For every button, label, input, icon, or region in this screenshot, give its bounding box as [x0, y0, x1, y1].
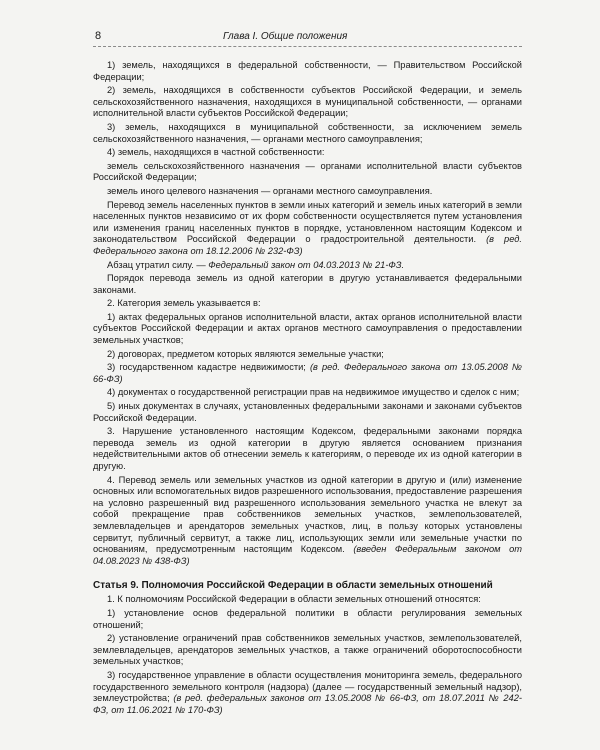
paragraph-text: земель иного целевого назначения — органами местного самоуправления. — [107, 185, 433, 196]
amendment-note: (в ред. Федерального закона от 13.05.2008 № 66-ФЗ) — [93, 362, 522, 384]
paragraph — [93, 273, 522, 296]
paragraph-text: 1) установление основ федеральной политики в области регулирования земельных отношений; — [93, 607, 522, 630]
paragraph-text: 4) документах о государственной регистрации прав на недвижимое имущество и сделок с ним; — [107, 387, 520, 398]
paragraph-text: Абзац утратил силу. — — [107, 259, 206, 270]
paragraph — [93, 312, 522, 347]
paragraph — [93, 475, 522, 568]
amendment-note: (в ред. Федерального закона от 18.12.2006 № 232-ФЗ) — [93, 234, 522, 256]
paragraph-text: 1) земель, находящихся в федеральной собственности, — Правительством Российской Федерации; — [93, 60, 522, 82]
page-number: 8 — [95, 30, 102, 42]
body-text — [93, 60, 522, 716]
paragraph — [93, 298, 522, 310]
paragraph — [93, 426, 522, 472]
paragraph-text: 1. К полномочиям Российской Федерации в области земельных отношений относятся: — [107, 594, 481, 605]
amendment-note: Федеральный закон от 04.03.2013 № 21-ФЗ. — [208, 259, 405, 270]
paragraph-text: 5) иных документах в случаях, установленных федеральными законами и законами субъектов Российской Федерации. — [93, 401, 522, 423]
paragraph — [93, 60, 522, 83]
paragraph-text: Порядок перевода земель из одной категории в другую устанавливается федеральными законами. — [93, 273, 522, 295]
paragraph-text: 4. Перевод земель или земельных участков из одной категории в другую и (или) изменение основных или вспомогательных видов разрешенного использования, предоставление разрешения на условно разрешенный вид разрешенного использования земельного участка не влекут за собой прекращение прав собственников земельных участков, землепользователей, землевладельцев и арендаторов земельных участков, лиц, в пользу которых установлены сервитут, публичный сервитут, а также лиц, использующих земли или земельные участки по основаниям, предусмотренным настоящим Кодексом. — [93, 474, 522, 555]
paragraph-text: Перевод земель населенных пунктов в земли иных категорий и земель иных категорий в земли населенных пунктов независимо от их форм собственности осуществляется путем установления или изменения границ населенных пунктов в порядке, установленном настоящим Кодексом и законодательством Российской Федерации о градостроительной деятельности. — [93, 199, 522, 245]
paragraph — [93, 670, 522, 716]
paragraph — [93, 161, 522, 184]
paragraph-text: Статья 9. Полномочия Российской Федерации в области земельных отношений — [93, 580, 493, 592]
paragraph-text: 3) земель, находящихся в муниципальной собственности, за исключением земель сельскохозяйственного назначения, — органами местного самоуправления; — [93, 121, 522, 144]
paragraph-text: 1) актах федеральных органов исполнительной власти, актах органов исполнительной власти субъектов Российской Федерации и актах органов местного самоуправления о предоставлении земельных участков; — [93, 311, 522, 346]
paragraph-text: 3) государственное управление в области осуществления мониторинга земель, федерального государственного земельного контроля (надзора) (далее — государственный земельный надзор), землеустройства; — [93, 669, 522, 704]
paragraph — [93, 387, 522, 399]
paragraph — [93, 401, 522, 424]
paragraph — [93, 633, 522, 668]
running-header — [93, 30, 522, 47]
paragraph-text: 2. Категория земель указывается в: — [107, 298, 261, 309]
paragraph — [93, 85, 522, 120]
paragraph — [93, 349, 522, 361]
paragraph-text: 4) земель, находящихся в частной собственности: — [107, 147, 325, 158]
paragraph — [93, 594, 522, 606]
paragraph-text: 3) государственном кадастре недвижимости; — [107, 362, 306, 373]
amendment-note: (в ред. федеральных законов от 13.05.2008 № 66-ФЗ, от 18.07.2011 № 242-ФЗ, от 11.06.2021 № 170-ФЗ) — [93, 693, 522, 715]
paragraph-text: 2) установление ограничений прав собственников земельных участков, землепользователей, землевладельцев, арендаторов земельных участков, а также ограничений оборотоспособности земельных участков; — [93, 633, 522, 667]
article-heading — [93, 579, 522, 592]
chapter-title: Глава I. Общие положения — [223, 31, 348, 42]
paragraph-text: 3. Нарушение установленного настоящим Кодексом, федеральными законами порядка перевода земель из одной категории в другую является основанием признания недействительными актов об отнесении земель к категориям, о переводе их из одной категории в другую. — [93, 426, 522, 471]
paragraph-text: 2) земель, находящихся в собственности субъектов Российской Федерации, и земель сельскохозяйственного назначения, находящихся в муниципальной собственности, — органами исполнительной власти субъектов Российской Федерации; — [93, 85, 522, 119]
paragraph-text: 2) договорах, предметом которых являются земельные участки; — [107, 348, 384, 359]
amendment-note: (введен Федеральным законом от 04.08.2023 № 438-ФЗ) — [93, 544, 522, 566]
paragraph — [93, 200, 522, 258]
paragraph — [93, 122, 522, 145]
paragraph — [93, 362, 522, 385]
paragraph — [93, 260, 522, 272]
paragraph-text: земель сельскохозяйственного назначения — органами исполнительной власти субъектов Российской Федерации; — [93, 160, 522, 183]
paragraph — [93, 147, 522, 159]
paragraph — [93, 186, 522, 198]
paragraph — [93, 608, 522, 631]
